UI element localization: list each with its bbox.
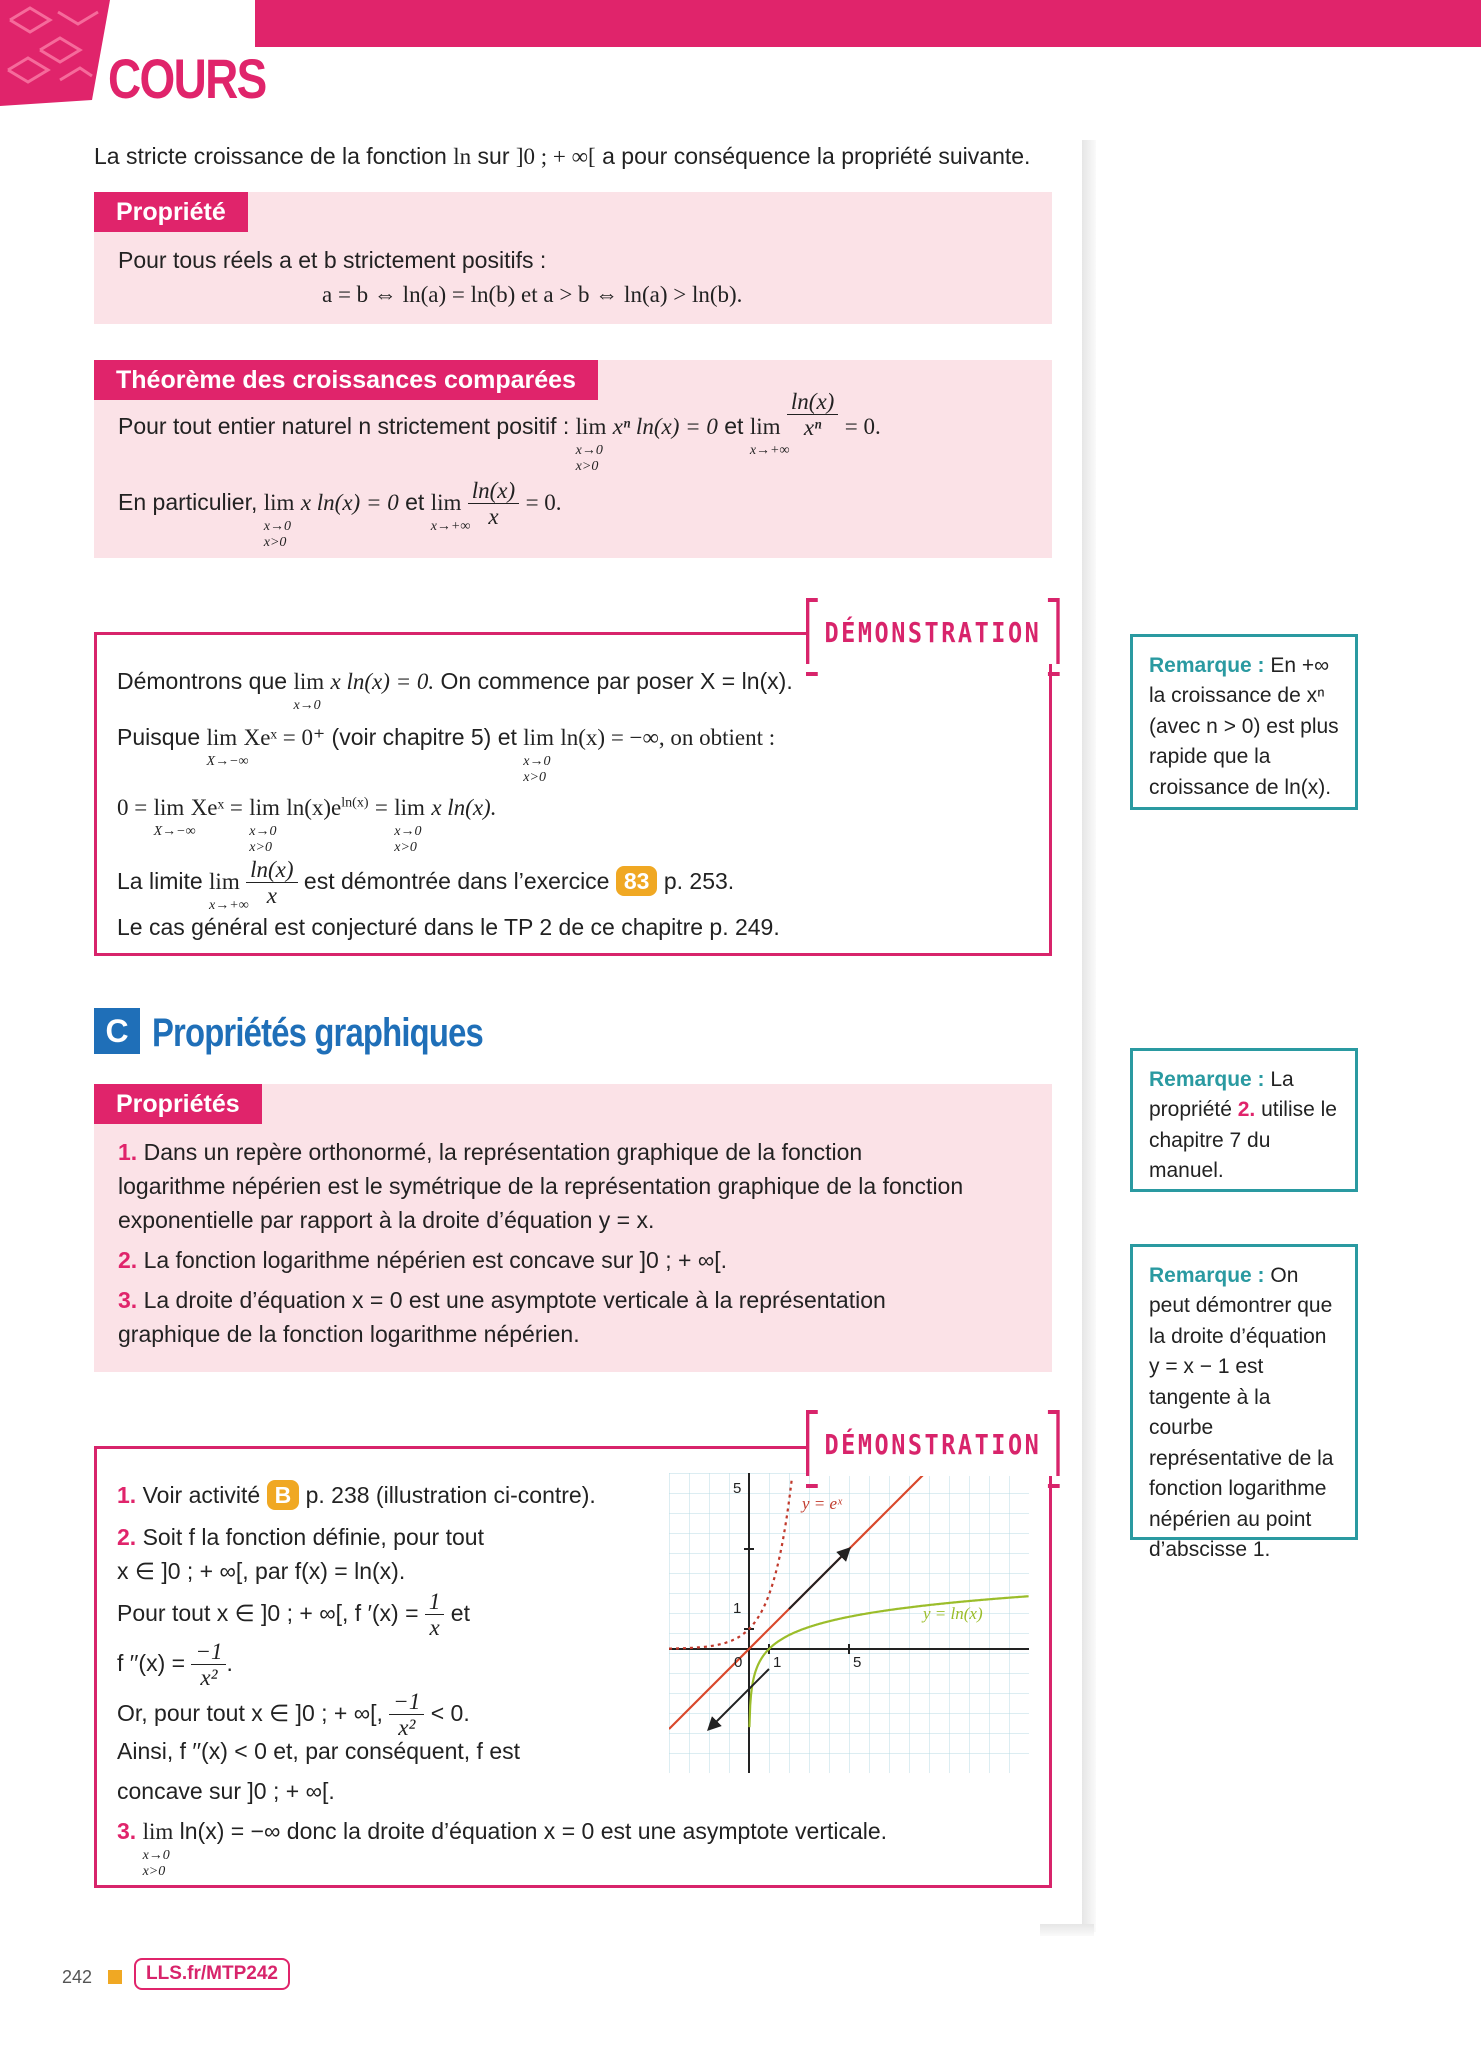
label-exp: y = eˣ <box>802 1494 842 1513</box>
demo2-item-2-f: Ainsi, f ′′(x) < 0 et, par conséquent, f est <box>117 1738 521 1764</box>
section-letter: C <box>94 1008 140 1054</box>
tick-label-x-1: 1 <box>773 1654 782 1671</box>
section-title: Propriétés graphiques <box>152 1011 483 1055</box>
demo1-line-2: Puisque lim X→−∞ Xeˣ = 0⁺ (voir chapitre 5) et lim x→0 x>0 ln(x) = −∞, on obtient : <box>117 724 776 785</box>
propriete-1-line-c: exponentielle par rapport à la droite d’équation y = x. <box>118 1207 655 1233</box>
demo2-item-2-b: x ∈ ]0 ; + ∞[, par f(x) = ln(x). <box>117 1558 406 1584</box>
footer-link[interactable]: LLS.fr/MTP242 <box>134 1958 290 1990</box>
demo2-item-2-d: f ′′(x) = $\frac{-1}{\text{x²}}$ . <box>117 1639 233 1691</box>
activity-badge[interactable]: B <box>267 1480 300 1510</box>
origin-label: 0 <box>734 1654 743 1671</box>
propriete-box <box>94 192 1052 324</box>
graph-grid <box>669 1473 1029 1773</box>
propriete-1-line-a: 1. Dans un repère orthonormé, la représentation graphique de la fonction <box>118 1139 863 1165</box>
propriete-line-2: a = b ⇔ ln(a) = ln(b) et a > b ⇔ ln(a) > ln(b). <box>322 282 743 307</box>
page-title: COURS <box>108 47 266 110</box>
demo1-line-5: Le cas général est conjecturé dans le TP 2 de ce chapitre p. 249. <box>117 914 780 940</box>
demo1-line-3: 0 = lim X→−∞ Xeˣ = lim x→0 x>0 $\ln(x)e^{ln(x)} = \lim$ x→0 x>0 x ln(x). <box>117 795 497 855</box>
demonstration-tag-2: DÉMONSTRATION <box>806 1414 1060 1476</box>
demo1-line-1: Démontrons que lim x→0 x ln(x) = 0. On commence par poser X = ln(x). <box>117 668 793 714</box>
remark-box-1: Remarque : En +∞ la croissance de xⁿ (avec n > 0) est plus rapide que la croissance de ln(x). <box>1130 634 1358 810</box>
theoreme-line-1: Pour tout entier naturel n strictement positif : lim x→0 x>0 xⁿ ln(x) = 0 et lim x→+∞ $\frac{\ln(x)}{\text{xⁿ}}$ = 0. <box>118 389 881 474</box>
page-shadow-bottom <box>1040 1924 1094 1936</box>
demonstration-box-1 <box>94 632 1052 956</box>
corner-decoration <box>0 0 110 106</box>
demonstration-tag-1: DÉMONSTRATION <box>806 602 1060 664</box>
page-number: 242 <box>62 1967 93 1987</box>
page-shadow <box>1082 140 1096 1932</box>
tick-label-x-5: 5 <box>853 1654 862 1671</box>
tick-label-y-5: 5 <box>733 1480 742 1497</box>
demo2-item-2-e: Or, pour tout x ∈ ]0 ; + ∞[, $\frac{-1}{\text{x²}}$ < 0. <box>117 1689 470 1741</box>
demo1-line-4: La limite lim x→+∞ $\frac{\ln(x)}{x}$ est démontrée dans l’exercice 83 p. 253. <box>117 857 735 914</box>
propriete-3-line-a: 3. La droite d’équation x = 0 est une asymptote verticale à la représentation <box>118 1287 886 1313</box>
exercise-badge[interactable]: 83 <box>616 866 658 896</box>
footer-square <box>108 1970 122 1984</box>
propriete-line-1: Pour tous réels a et b strictement positifs : <box>118 247 547 273</box>
remark-box-3: Remarque : On peut démontrer que la droite d’équation y = x − 1 est tangente à la courbe représentative de la fonction logarithme népérien au point d’abscisse 1. <box>1130 1244 1358 1540</box>
demo2-item-2-c: Pour tout x ∈ ]0 ; + ∞[, f ′(x) = $\frac{1}{x}$ et <box>117 1589 470 1641</box>
propriete-1-line-b: logarithme népérien est le symétrique de la représentation graphique de la fonction <box>118 1173 964 1199</box>
proprietes-tag: Propriétés <box>94 1084 262 1124</box>
log-exp-graph <box>669 1473 1029 1773</box>
theoreme-box <box>94 360 1052 558</box>
remark-box-2: Remarque : La propriété 2. utilise le chapitre 7 du manuel. <box>1130 1048 1358 1192</box>
demo2-item-1: 1. Voir activité B p. 238 (illustration ci-contre). <box>117 1482 596 1508</box>
tick-label-y-1: 1 <box>733 1600 742 1617</box>
propriete-tag: Propriété <box>94 192 248 232</box>
theoreme-line-2: En particulier, lim x→0 x>0 x ln(x) = 0 et lim x→+∞ $\frac{\ln(x)}{x}$ = 0. <box>118 478 562 550</box>
label-ln: y = ln(x) <box>923 1604 983 1623</box>
demonstration-box-2 <box>94 1446 1052 1888</box>
proprietes-box <box>94 1084 1052 1372</box>
demo2-item-2-g: concave sur ]0 ; + ∞[. <box>117 1778 335 1804</box>
propriete-3-line-b: graphique de la fonction logarithme népérien. <box>118 1321 580 1347</box>
intro-text: La stricte croissance de la fonction ln sur ]0 ; + ∞[ a pour conséquence la propriété suivante. <box>94 143 1031 169</box>
propriete-2: 2. La fonction logarithme népérien est concave sur ]0 ; + ∞[. <box>118 1247 728 1273</box>
demo2-item-3: 3. lim x→0 x>0 ln(x) = −∞ donc la droite d’équation x = 0 est une asymptote verticale. <box>117 1818 888 1879</box>
header-bar <box>255 0 1481 47</box>
demo2-item-2-a: 2. Soit f la fonction définie, pour tout <box>117 1524 484 1550</box>
theoreme-tag: Théorème des croissances comparées <box>94 360 598 400</box>
